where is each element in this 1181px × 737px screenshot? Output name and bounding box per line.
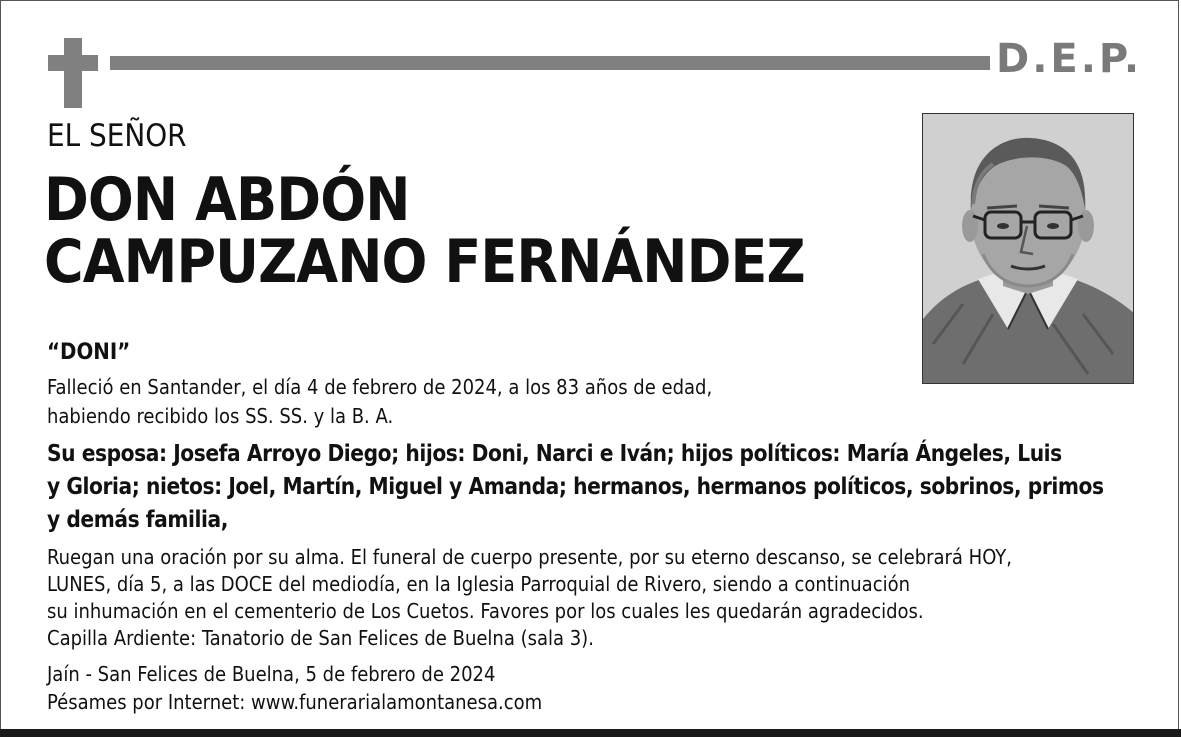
family-line3: y demás familia, bbox=[47, 507, 228, 533]
family-list bbox=[47, 438, 1104, 537]
funeral-line4: Capilla Ardiente: Tanatorio de San Felices de Buelna (sala 3). bbox=[47, 626, 594, 650]
place-date: Jaín - San Felices de Buelna, 5 de febrero de 2024 bbox=[47, 662, 496, 686]
portrait-photo bbox=[922, 113, 1134, 384]
dep-label: D.E.P. bbox=[996, 36, 1143, 82]
funeral-line1: Ruegan una oración por su alma. El funeral de cuerpo presente, por su eterno descanso, se celebrará HOY, bbox=[47, 545, 1012, 569]
cross-icon-bar bbox=[48, 55, 98, 71]
deceased-name-line1: DON ABDÓN bbox=[44, 165, 410, 235]
family-line1: Su esposa: Josefa Arroyo Diego; hijos: Doni, Narci e Iván; hijos políticos: María Ángeles, Luis bbox=[47, 441, 1062, 467]
header-rule bbox=[110, 56, 990, 70]
cross-icon bbox=[64, 38, 82, 108]
family-line2: y Gloria; nietos: Joel, Martín, Miguel y Amanda; hermanos, hermanos políticos, sobrinos, primos bbox=[47, 474, 1104, 500]
portrait-icon bbox=[923, 114, 1134, 384]
title-prefix: EL SEÑOR bbox=[47, 118, 187, 154]
deceased-name bbox=[44, 165, 805, 297]
condolences-web: Pésames por Internet: www.funerarialamontanesa.com bbox=[47, 690, 543, 714]
death-notice-line2: habiendo recibido los SS. SS. y la B. A. bbox=[47, 404, 394, 428]
nickname: “DONI” bbox=[47, 340, 131, 365]
death-notice-line1: Falleció en Santander, el día 4 de febrero de 2024, a los 83 años de edad, bbox=[47, 375, 713, 399]
funeral-line3: su inhumación en el cementerio de Los Cuetos. Favores por los cuales les quedarán agradecidos. bbox=[47, 599, 924, 623]
deceased-name-line2: CAMPUZANO FERNÁNDEZ bbox=[44, 227, 805, 297]
funeral-line2: LUNES, día 5, a las DOCE del mediodía, en la Iglesia Parroquial de Rivero, siendo a continuación bbox=[47, 572, 910, 596]
bottom-rule bbox=[0, 729, 1181, 737]
